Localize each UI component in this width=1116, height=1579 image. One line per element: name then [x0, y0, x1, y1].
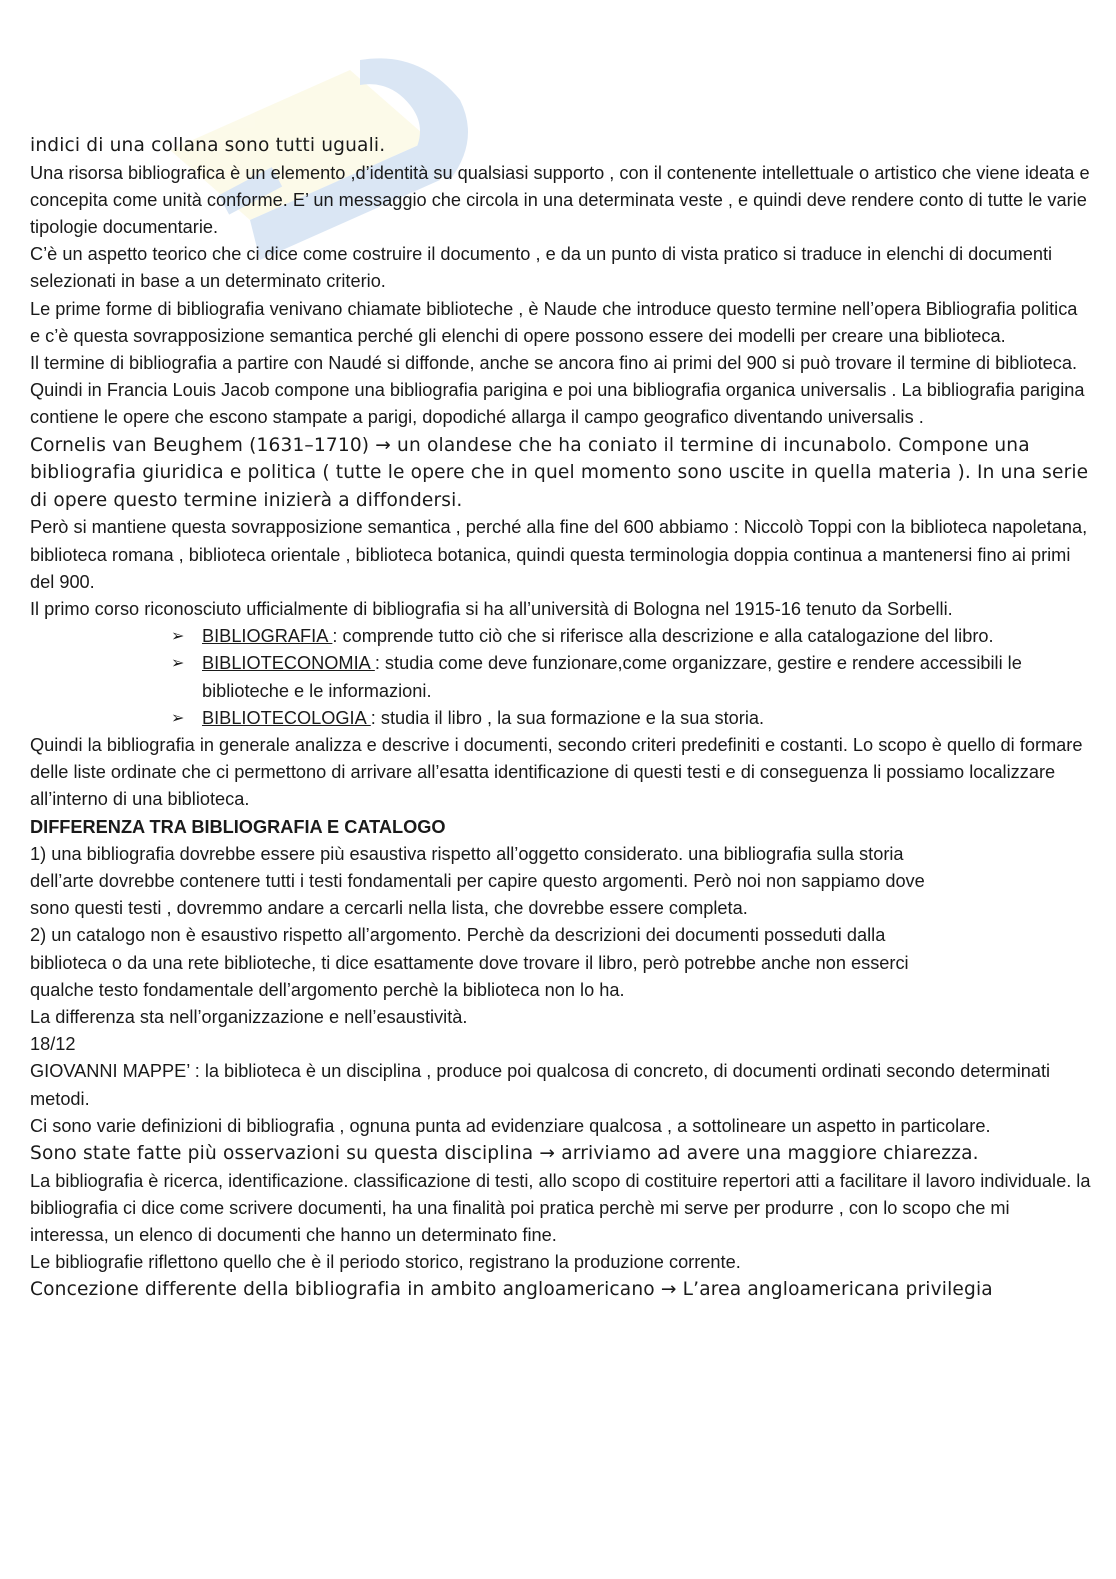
numbered-point-1: 1) una bibliografia dovrebbe essere più esaustiva rispetto all’oggetto considerato. una bibliografia sulla storia dell’arte dovrebbe contenere tutti i testi fondamentali per capire questo argomenti. Però noi non sappiamo dove sono questi testi , dovremmo andare a cercarli nella lista, che dovrebbe essere completa. — [30, 843, 925, 919]
paragraph: Le prime forme di bibliografia venivano chiamate biblioteche , è Naude che introduce questo termine nell’opera Bibliografia politica e c’è questa sovrapposizione semantica perché gli elenchi di opere possono essere dei modelli per creare una biblioteca. — [30, 298, 1078, 346]
document-page — [30, 132, 1092, 1304]
list-item — [171, 705, 1092, 732]
paragraph: GIOVANNI MAPPE’ : la biblioteca è un disciplina , produce poi qualcosa di concreto, di documenti ordinati secondo determinati metodi. — [30, 1061, 1051, 1109]
paragraph: Concezione differente della bibliografia in ambito angloamericano → L’area angloamericana privilegia — [30, 1279, 993, 1301]
paragraph: 18/12 — [30, 1034, 76, 1055]
paragraph: Il primo corso riconosciuto ufficialmente di bibliografia si ha all’università di Bologna nel 1915-16 tenuto da Sorbelli. — [30, 599, 953, 620]
paragraph: Le bibliografie riflettono quello che è il periodo storico, registrano la produzione corrente. — [30, 1252, 741, 1273]
list-item — [171, 623, 1092, 650]
list-item-term: BIBLIOTECONOMIA — [202, 653, 375, 674]
section-heading: DIFFERENZA TRA BIBLIOGRAFIA E CATALOGO — [30, 816, 446, 837]
bottom-paragraphs — [30, 1004, 1092, 1304]
paragraph: La bibliografia è ricerca, identificazione. classificazione di testi, allo scopo di costituire repertori atti a facilitare il lavoro individuale. la bibliografia ci dice come scrivere documenti, ha una finalità poi pratica perchè mi serve per produrre , con lo scopo che mi interessa, un elenco di documenti che hanno un determinato fine. — [30, 1170, 1091, 1246]
definitions-list — [30, 623, 1092, 732]
arrow-bullet-icon: ➢ — [171, 655, 185, 673]
arrow-bullet-icon: ➢ — [171, 628, 185, 646]
list-item — [171, 650, 1092, 704]
paragraph: Cornelis van Beughem (1631–1710) → un olandese che ha coniato il termine di incunabolo. Compone una bibliografia giuridica e politica ( tutte le opere che in quel momento sono uscite in quella materia ). In una serie di opere questo termine inizierà a diffondersi. — [30, 434, 1089, 511]
arrow-bullet-icon: ➢ — [171, 709, 185, 727]
paragraph: C’è un aspetto teorico che ci dice come costruire il documento , e da un punto di vista pratico si traduce in elenchi di documenti selezionati in base a un determinato criterio. — [30, 244, 1053, 292]
paragraph: Il termine di bibliografia a partire con Naudé si diffonde, anche se ancora fino ai primi del 900 si può trovare il termine di biblioteca. Quindi in Francia Louis Jacob compone una bibliografia parigina e poi una bibliografia organica universalis . La bibliografia parigina contiene le opere che escono stampate a parigi, dopodiché allarga il campo geografico diventando universalis . — [30, 353, 1085, 428]
paragraph-after-list: Quindi la bibliografia in generale analizza e descrive i documenti, secondo criteri predefiniti e costanti. Lo scopo è quello di formare delle liste ordinate che ci permettono di arrivare all’esatta identificazione di questi testi e di conseguenza li possiamo localizzare all’interno di una biblioteca. — [30, 735, 1083, 810]
paragraph: indici di una collana sono tutti uguali. — [30, 135, 386, 156]
numbered-point-2: 2) un catalogo non è esaustivo rispetto all’argomento. Perchè da descrizioni dei documenti posseduti dalla biblioteca o da una rete biblioteche, ti dice esattamente dove trovare il libro, però potrebbe anche non esserci qualche testo fondamentale dell’argomento perchè la biblioteca non lo ha. — [30, 925, 909, 1000]
paragraph: Però si mantiene questa sovrapposizione semantica , perché alla fine del 600 abbiamo : Niccolò Toppi con la biblioteca napoletana, biblioteca romana , biblioteca orientale , biblioteca botanica, quindi questa terminologia doppia continua a mantenersi fino ai primi del 900. — [30, 517, 1088, 592]
list-item-term: BIBLIOGRAFIA — [202, 626, 333, 647]
top-paragraphs — [30, 132, 1092, 623]
list-item-definition: : studia come deve funzionare,come organizzare, gestire e rendere accessibili le biblioteche e le informazioni. — [202, 653, 1022, 701]
numbered-points — [30, 841, 960, 1004]
list-item-term: BIBLIOTECOLOGIA — [202, 707, 371, 728]
paragraph: Ci sono varie definizioni di bibliografia , ognuna punta ad evidenziare qualcosa , a sottolineare un aspetto in particolare. — [30, 1115, 991, 1136]
list-item-definition: : comprende tutto ciò che si riferisce alla descrizione e alla catalogazione del libro. — [332, 626, 994, 647]
list-item-definition: : studia il libro , la sua formazione e la sua storia. — [370, 707, 765, 728]
paragraph: La differenza sta nell’organizzazione e nell’esaustività. — [30, 1007, 468, 1028]
paragraph: Una risorsa bibliografica è un elemento ,d’identità su qualsiasi supporto , con il contenente intellettuale o artistico che viene ideata e concepita come unità conforme. E’ un messaggio che circola in una determinata veste , e quindi deve rendere conto di tutte le varie tipologie documentarie. — [30, 162, 1090, 237]
paragraph: Sono state fatte più osservazioni su questa disciplina → arriviamo ad avere una maggiore chiarezza. — [30, 1143, 979, 1165]
